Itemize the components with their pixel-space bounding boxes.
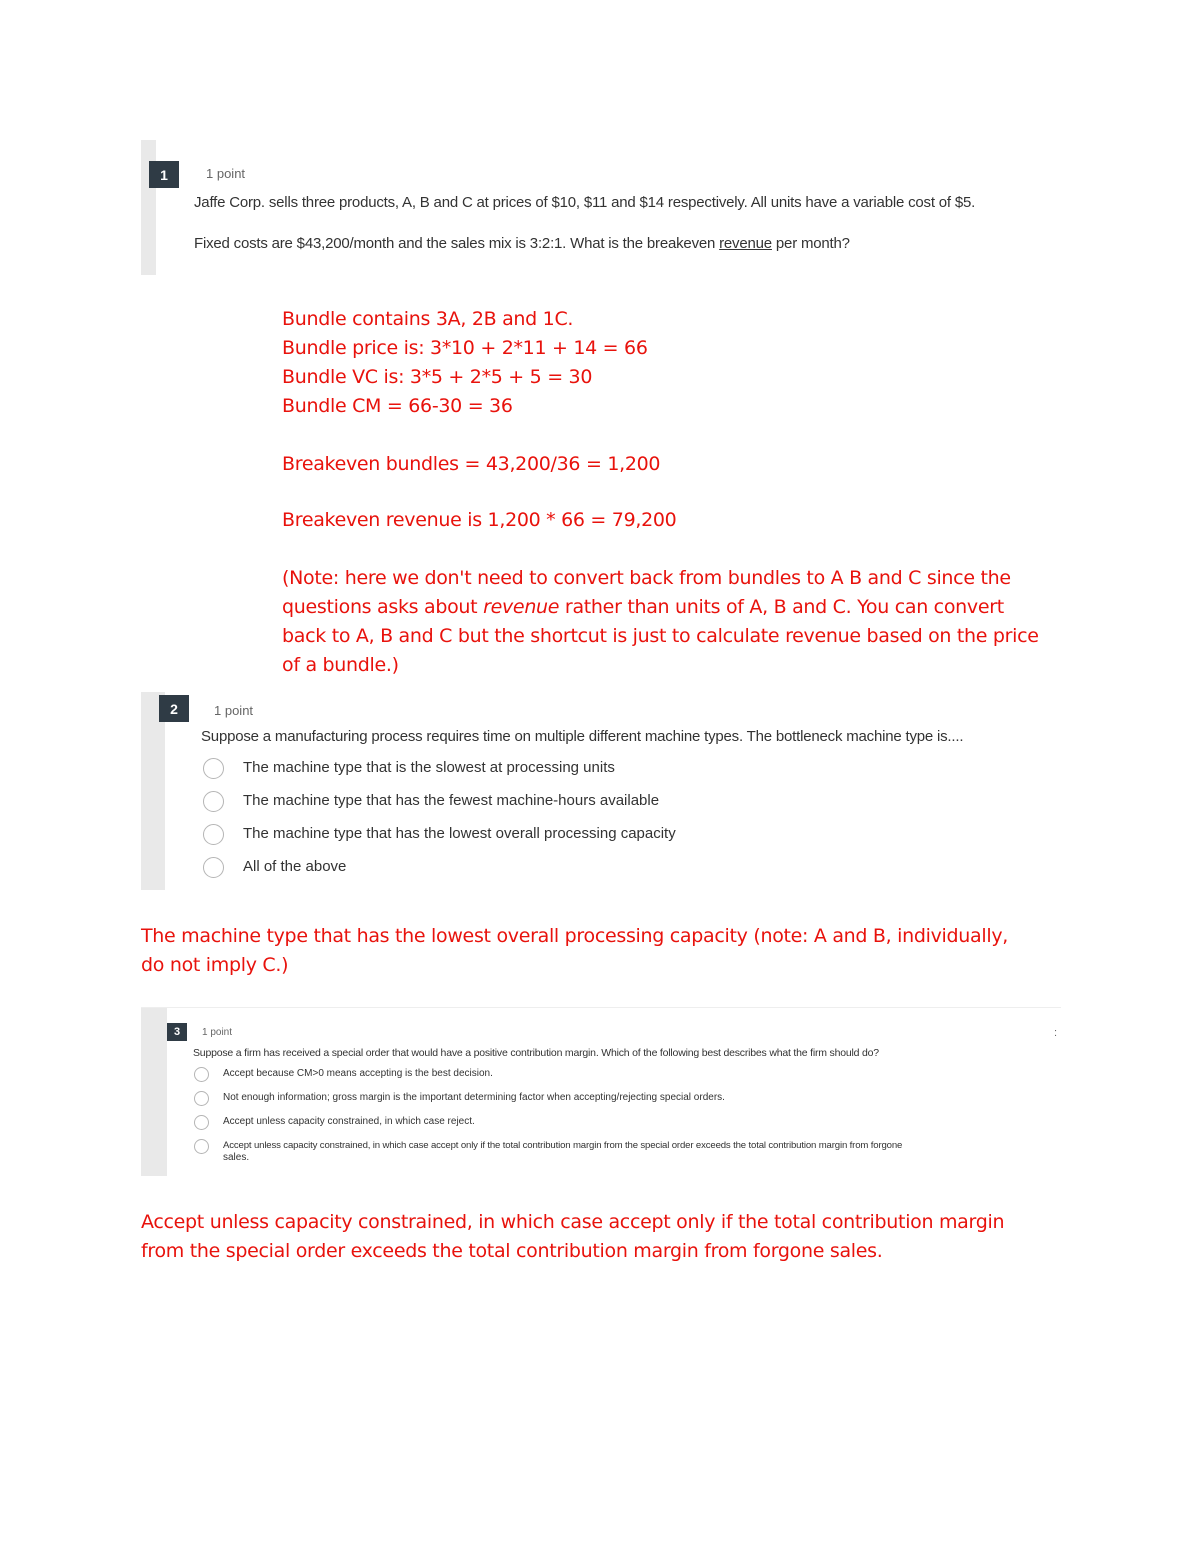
question-number: 3: [167, 1023, 187, 1041]
answer-line: do not imply C.): [141, 954, 289, 976]
radio-button[interactable]: [203, 824, 224, 845]
answer-line: from the special order exceeds the total contribution margin from forgone sales.: [141, 1240, 883, 1262]
option-label: The machine type that has the lowest overall processing capacity: [243, 825, 676, 842]
option-1[interactable]: [194, 1067, 493, 1082]
answer-note-line: of a bundle.): [282, 654, 399, 676]
option-label: All of the above: [243, 858, 347, 875]
answer-line: The machine type that has the lowest overall processing capacity (note: A and B, individually,: [141, 925, 1008, 947]
answer-note-line: questions asks about revenue rather than units of A, B and C. You can convert: [282, 596, 1004, 618]
answer-line: Bundle price is: 3*10 + 2*11 + 14 = 66: [282, 337, 648, 359]
answer-note-line: (Note: here we don't need to convert back from bundles to A B and C since the: [282, 567, 1011, 589]
question-text: Suppose a firm has received a special order that would have a positive contribution margin. Which of the following best describes what the firm should do?: [193, 1047, 879, 1059]
answer-line: Accept unless capacity constrained, in which case accept only if the total contribution margin: [141, 1211, 1005, 1233]
question-number: 1: [149, 161, 179, 188]
radio-button[interactable]: [203, 791, 224, 812]
question-points: 1 point: [206, 166, 246, 181]
radio-button[interactable]: [194, 1067, 209, 1082]
option-3[interactable]: [203, 824, 676, 845]
radio-button[interactable]: [194, 1139, 209, 1154]
radio-button[interactable]: [203, 857, 224, 878]
option-4[interactable]: [203, 857, 347, 878]
option-label: The machine type that is the slowest at processing units: [243, 759, 615, 776]
question-text-line-2: Fixed costs are $43,200/month and the sales mix is 3:2:1. What is the breakeven revenue per month?: [194, 235, 850, 252]
answer-line: Bundle contains 3A, 2B and 1C.: [282, 308, 574, 330]
more-options-icon[interactable]: :: [1054, 1027, 1058, 1039]
question-points: 1 point: [214, 703, 254, 718]
radio-button[interactable]: [194, 1115, 209, 1130]
option-1[interactable]: [203, 758, 615, 779]
option-label: Accept because CM>0 means accepting is the best decision.: [223, 1068, 493, 1079]
answer-note-line: back to A, B and C but the shortcut is just to calculate revenue based on the price: [282, 625, 1039, 647]
radio-button[interactable]: [194, 1091, 209, 1106]
question-3-card: [141, 1008, 1061, 1176]
question-bar: [141, 1008, 167, 1176]
option-4[interactable]: [194, 1139, 903, 1163]
answer-3: [141, 1208, 1004, 1266]
question-2-card: [141, 692, 1041, 890]
answer-line: Bundle VC is: 3*5 + 2*5 + 5 = 30: [282, 366, 593, 388]
answer-1: [282, 305, 1039, 680]
underlined-word: revenue: [719, 235, 772, 252]
option-label: Not enough information; gross margin is the important determining factor when accepting/rejecting special orders.: [223, 1092, 725, 1103]
question-text: Suppose a manufacturing process requires time on multiple different machine types. The bottleneck machine type is....: [201, 728, 964, 745]
answer-line-revenue: Breakeven revenue is 1,200 * 66 = 79,200: [282, 509, 677, 531]
option-label: The machine type that has the fewest machine-hours available: [243, 792, 660, 809]
question-points: 1 point: [202, 1027, 233, 1038]
question-text: Jaffe Corp. sells three products, A, B and C at prices of $10, $11 and $14 respectively. All units have a variable cost of $5.: [194, 194, 976, 211]
option-3[interactable]: [194, 1115, 475, 1130]
option-2[interactable]: [203, 791, 660, 812]
option-label-continued: sales.: [223, 1152, 250, 1163]
question-1-card: [141, 140, 1071, 275]
option-label: Accept unless capacity constrained, in which case reject.: [223, 1116, 475, 1127]
option-2[interactable]: [194, 1091, 725, 1106]
answer-line: Bundle CM = 66-30 = 36: [282, 395, 513, 417]
answer-2: [141, 922, 1008, 980]
radio-button[interactable]: [203, 758, 224, 779]
answer-line-bundles: Breakeven bundles = 43,200/36 = 1,200: [282, 453, 661, 475]
question-number: 2: [159, 695, 189, 722]
option-label: Accept unless capacity constrained, in which case accept only if the total contribution margin from the special order exceeds the total contribution margin from forgone: [223, 1140, 903, 1151]
